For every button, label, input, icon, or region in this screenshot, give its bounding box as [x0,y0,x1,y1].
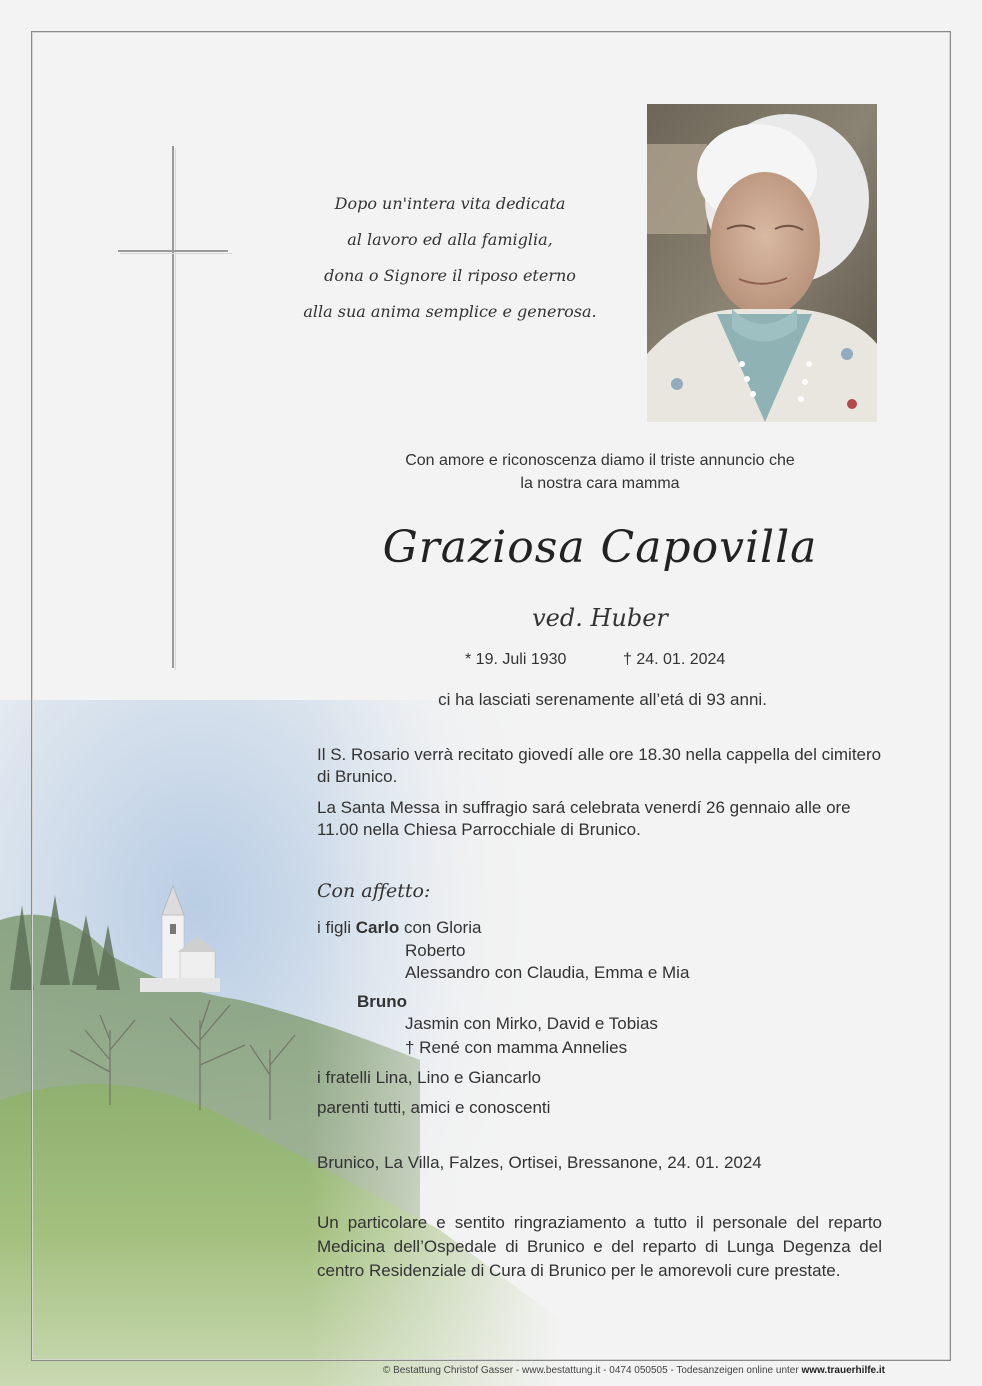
death-date: † 24. 01. 2024 [623,651,726,668]
announcement-intro [320,449,880,495]
family-line: parenti tutti, amici e conoscenti [317,1098,551,1117]
family-line: i fratelli Lina, Lino e Giancarlo [317,1068,541,1087]
portrait-photo [647,104,877,422]
family-line: Alessandro con Claudia, Emma e Mia [405,963,690,982]
son-name: Carlo [355,918,400,937]
footer-link[interactable]: www.trauerhilfe.it [801,1365,885,1376]
family-line: Jasmin con Mirko, David e Tobias [405,1014,658,1033]
thanks-paragraph: Un particolare e sentito ringraziamento a tutto il personale del reparto Medicina dell’Ospedale di Brunico e del reparto di Lunga Degenza del centro Residenziale di Cura di Brunico per le amorevoli cure prestate. [317,1213,882,1280]
cross-icon [112,142,236,672]
rosary-notice: Il S. Rosario verrà recitato giovedí alle ore 18.30 nella cappella del cimitero di Brunico. [317,745,882,786]
family-line: † René con mamma Annelies [405,1038,628,1057]
deceased-name: Graziosa Capovilla [382,522,818,573]
widow-of: ved. Huber [532,604,668,632]
intro-line: la nostra cara mamma [520,475,680,492]
intro-line: Con amore e riconoscenza diamo il triste annuncio che [405,452,795,469]
son-name: Bruno [357,992,408,1011]
son-partner: con Gloria [403,918,482,937]
family-line: Roberto [405,941,466,960]
family-line [357,992,407,1012]
quote-line: al lavoro ed alla famiglia, [347,230,553,249]
place-date: Brunico, La Villa, Falzes, Ortisei, Bressanone, 24. 01. 2024 [317,1153,762,1172]
quote-line: dona o Signore il riposo eterno [324,266,576,285]
age-line: ci ha lasciati serenamente all’etá di 93 anni. [438,690,767,709]
family-line-figli [317,918,481,938]
birth-date: * 19. Juli 1930 [465,651,567,668]
quote-line: Dopo un'intera vita dedicata [334,194,566,213]
figli-label: i figli [317,918,352,937]
quote-line: alla sua anima semplice e generosa. [303,302,597,321]
footer-text: © Bestattung Christof Gasser - www.bestattung.it - 0474 050505 - Todesanzeigen online unter [382,1365,802,1376]
family-heading: Con affetto: [317,880,431,902]
dedication-quote [290,186,610,330]
mass-notice: La Santa Messa in suffragio sará celebrata venerdí 26 gennaio alle ore 11.00 nella Chiesa Parrocchiale di Brunico. [317,798,851,839]
footer-credits [300,1365,885,1376]
